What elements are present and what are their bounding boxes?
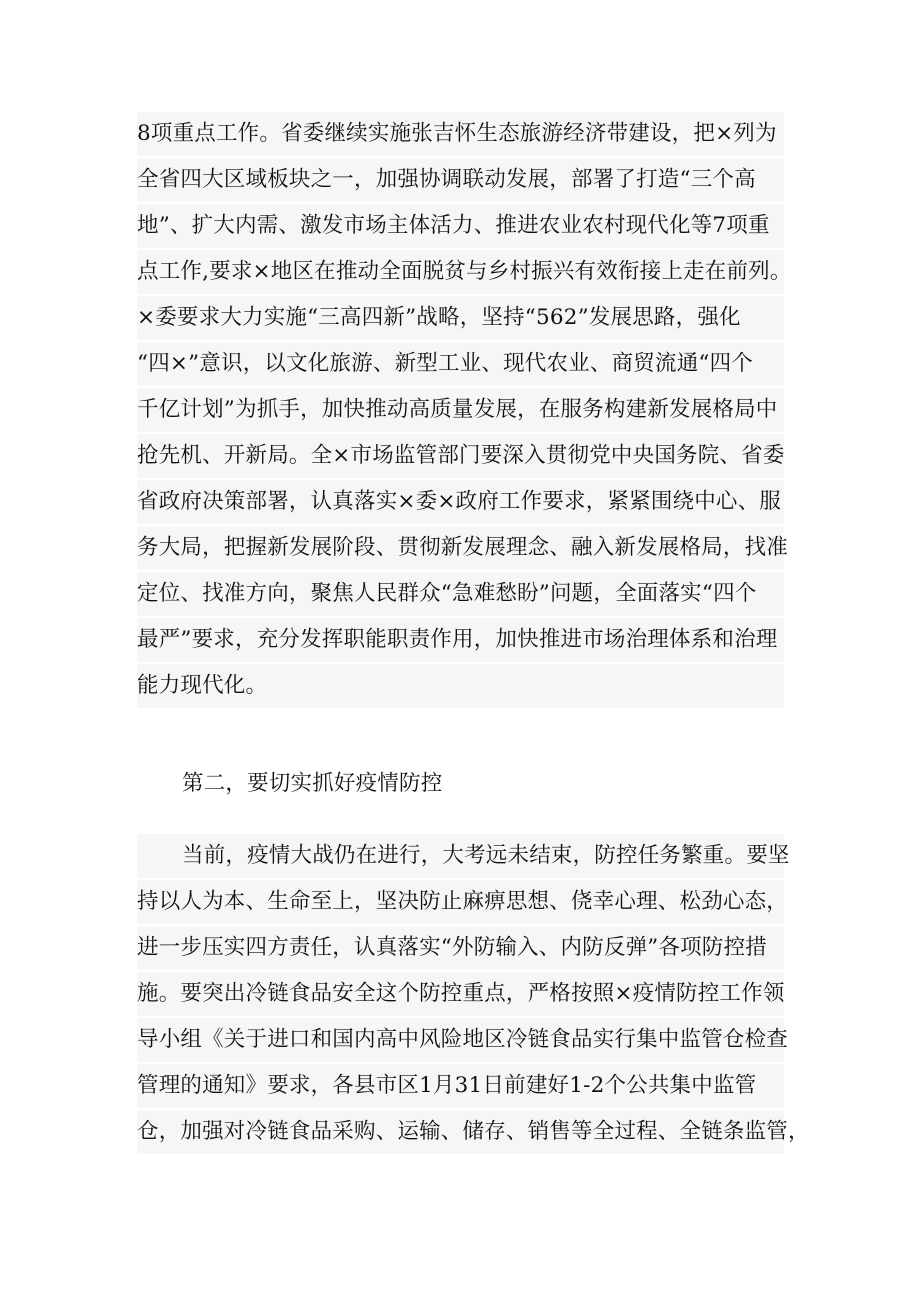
paragraph-2-line-2: 持以人为本、生命至上，坚决防止麻痹思想、侥幸心理、松劲心态， bbox=[137, 880, 784, 924]
paragraph-1-line-6: “四×”意识，以文化旅游、新型工业、现代农业、商贸流通“四个 bbox=[137, 342, 784, 386]
paragraph-1-line-7: 千亿计划”为抓手，加快推动高质量发展，在服务构建新发展格局中 bbox=[137, 388, 784, 432]
paragraph-1-line-11: 定位、找准方向，聚焦人民群众“急难愁盼”问题，全面落实“四个 bbox=[137, 572, 784, 616]
paragraph-1-line-9: 省政府决策部署，认真落实×委×政府工作要求，紧紧围绕中心、服 bbox=[137, 480, 784, 524]
section-heading: 第二，要切实抓好疫情防控 bbox=[182, 771, 443, 796]
paragraph-2-line-4: 施。要突出冷链食品安全这个防控重点，严格按照×疫情防控工作领 bbox=[137, 972, 784, 1016]
paragraph-1-line-5: ×委要求大力实施“三高四新”战略，坚持“562”发展思路，强化 bbox=[137, 296, 784, 340]
paragraph-1-line-13: 能力现代化。 bbox=[137, 664, 784, 708]
paragraph-1-line-4: 点工作,要求×地区在推动全面脱贫与乡村振兴有效衔接上走在前列。 bbox=[137, 250, 784, 294]
paragraph-1-line-1: 8项重点工作。省委继续实施张吉怀生态旅游经济带建设，把×列为 bbox=[137, 112, 784, 156]
paragraph-1-line-10: 务大局，把握新发展阶段、贯彻新发展理念、融入新发展格局，找准 bbox=[137, 526, 784, 570]
paragraph-1-line-8: 抢先机、开新局。全×市场监管部门要深入贯彻党中央国务院、省委 bbox=[137, 434, 784, 478]
paragraph-2-line-1: 当前，疫情大战仍在进行，大考远未结束，防控任务繁重。要坚 bbox=[137, 834, 784, 878]
paragraph-2-line-6: 管理的通知》要求，各县市区1月31日前建好1-2个公共集中监管 bbox=[137, 1064, 784, 1108]
paragraph-1-line-3: 地”、扩大内需、激发市场主体活力、推进农业农村现代化等7项重 bbox=[137, 204, 784, 248]
paragraph-2-line-7: 仓，加强对冷链食品采购、运输、储存、销售等全过程、全链条监管， bbox=[137, 1110, 784, 1154]
paragraph-1-line-2: 全省四大区域板块之一，加强协调联动发展，部署了打造“三个高 bbox=[137, 158, 784, 202]
paragraph-2-line-5: 导小组《关于进口和国内高中风险地区冷链食品实行集中监管仓检查 bbox=[137, 1018, 784, 1062]
paragraph-1-line-12: 最严”要求，充分发挥职能职责作用，加快推进市场治理体系和治理 bbox=[137, 618, 784, 662]
paragraph-2-line-3: 进一步压实四方责任，认真落实“外防输入、内防反弹”各项防控措 bbox=[137, 926, 784, 970]
